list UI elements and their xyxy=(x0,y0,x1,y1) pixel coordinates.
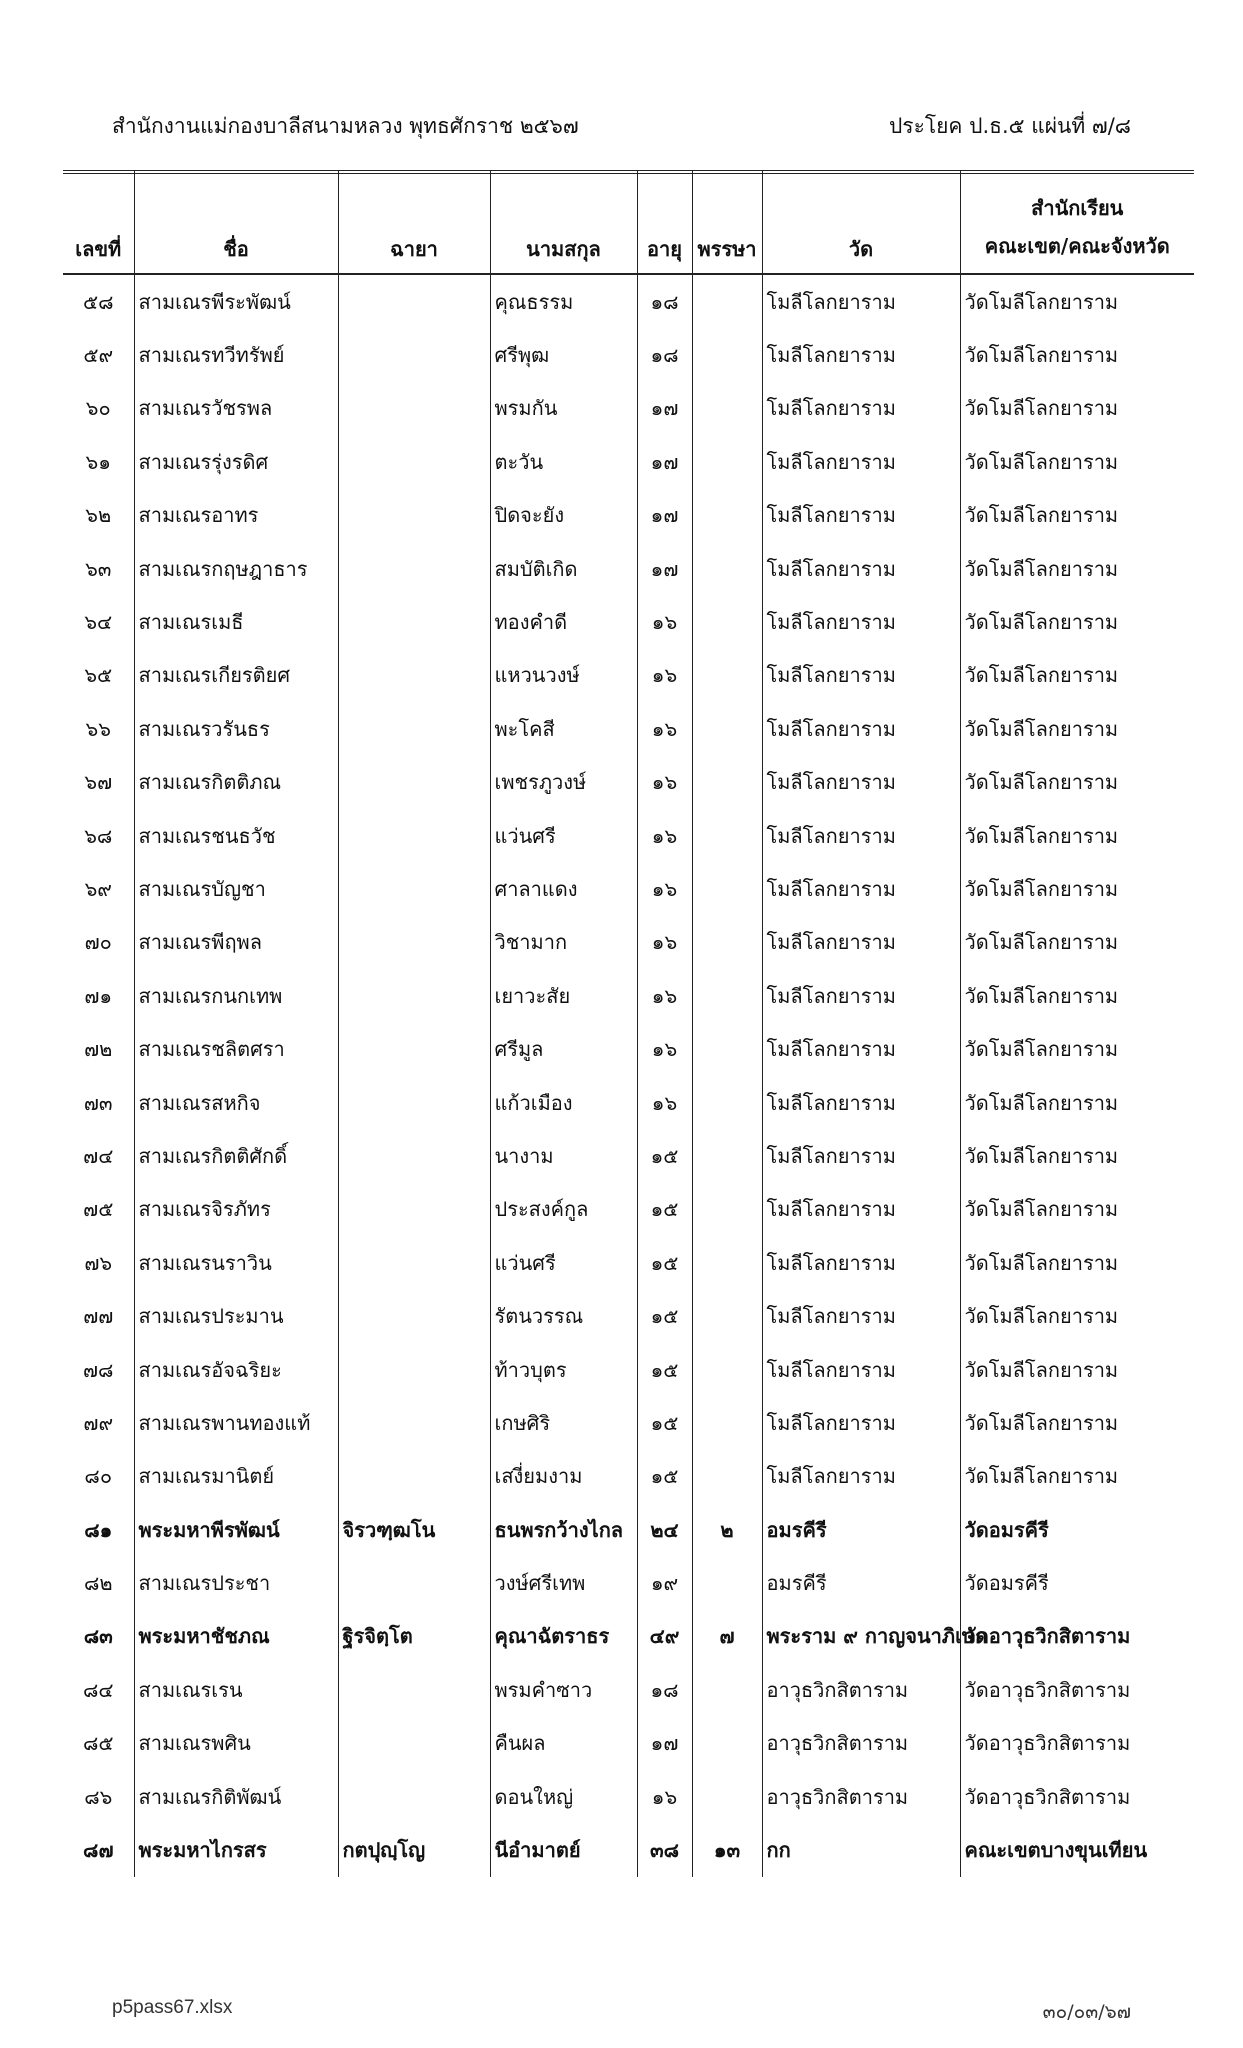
footer-filename: p5pass67.xlsx xyxy=(112,1997,233,2018)
table-row xyxy=(63,435,1194,488)
cell-surname: ตะวัน xyxy=(490,435,637,488)
cell-no: ๗๕ xyxy=(83,1197,114,1222)
cell-name: สามเณรประมาน xyxy=(134,1289,338,1342)
cell-ordination xyxy=(692,1022,762,1075)
cell-office: วัดอมรคีรี xyxy=(960,1556,1194,1609)
cell-age: ๓๘ xyxy=(637,1823,692,1876)
cell-office: วัดโมลีโลกยาราม xyxy=(960,328,1194,381)
cell-no: ๗๗ xyxy=(83,1304,114,1329)
table-row xyxy=(63,595,1194,648)
cell-office: คณะเขตบางขุนเทียน xyxy=(960,1823,1194,1876)
cell-age: ๑๖ xyxy=(637,649,692,702)
cell-surname: นีอำมาตย์ xyxy=(490,1823,637,1876)
col-header-no: เลขที่ xyxy=(63,170,134,274)
cell-no: ๘๒ xyxy=(83,1571,113,1596)
cell-surname: แว่นศรี xyxy=(490,1236,637,1289)
cell-wat: โมลีโลกยาราม xyxy=(762,916,960,969)
cell-office: วัดโมลีโลกยาราม xyxy=(960,649,1194,702)
col-header-age: อายุ xyxy=(637,170,692,274)
cell-chaya xyxy=(338,969,490,1022)
cell-surname: ทองคำดี xyxy=(490,595,637,648)
cell-ordination xyxy=(692,1450,762,1503)
results-table xyxy=(63,170,1194,1877)
cell-wat: อมรคีรี xyxy=(762,1556,960,1609)
cell-surname: สมบัติเกิด xyxy=(490,542,637,595)
cell-ordination xyxy=(692,1556,762,1609)
cell-age: ๑๖ xyxy=(637,969,692,1022)
cell-age: ๔๙ xyxy=(637,1610,692,1663)
cell-wat: โมลีโลกยาราม xyxy=(762,382,960,435)
cell-ordination xyxy=(692,274,762,328)
cell-no: ๘๖ xyxy=(84,1784,113,1809)
cell-chaya xyxy=(338,1663,490,1716)
cell-surname: แหวนวงษ์ xyxy=(490,649,637,702)
table-row xyxy=(63,542,1194,595)
cell-name: สามเณรพศิน xyxy=(134,1717,338,1770)
cell-chaya xyxy=(338,542,490,595)
cell-name: สามเณรสหกิจ xyxy=(134,1076,338,1129)
page-header-right: ประโยค ป.ธ.๕ แผ่นที่ ๗/๘ xyxy=(888,114,1131,138)
cell-name: สามเณรวัชรพล xyxy=(134,382,338,435)
cell-ordination: ๑๓ xyxy=(692,1823,762,1876)
col-header-office-bottom: คณะเขต/คณะจังหวัด xyxy=(984,234,1170,258)
cell-office: วัดโมลีโลกยาราม xyxy=(960,1183,1194,1236)
cell-office: วัดโมลีโลกยาราม xyxy=(960,1236,1194,1289)
cell-name: สามเณรพานทองแท้ xyxy=(134,1396,338,1449)
cell-no: ๗๓ xyxy=(83,1090,113,1115)
cell-name: สามเณรจิรภัทร xyxy=(134,1183,338,1236)
cell-ordination xyxy=(692,756,762,809)
col-header-chaya: ฉายา xyxy=(338,170,490,274)
cell-surname: คุณธรรม xyxy=(490,274,637,328)
cell-surname: ศาลาแดง xyxy=(490,862,637,915)
table-row xyxy=(63,1129,1194,1182)
col-header-surname: นามสกุล xyxy=(490,170,637,274)
cell-age: ๒๔ xyxy=(637,1503,692,1556)
table-row xyxy=(63,1610,1194,1663)
cell-name: สามเณรอาทร xyxy=(134,489,338,542)
cell-ordination xyxy=(692,916,762,969)
cell-surname: นางาม xyxy=(490,1129,637,1182)
cell-ordination xyxy=(692,862,762,915)
cell-name: พระมหาพีรพัฒน์ xyxy=(134,1503,338,1556)
table-row xyxy=(63,809,1194,862)
cell-wat: โมลีโลกยาราม xyxy=(762,702,960,755)
cell-chaya xyxy=(338,595,490,648)
cell-no: ๘๔ xyxy=(82,1677,114,1702)
cell-wat: พระราม ๙ กาญจนาภิเษก xyxy=(762,1610,960,1663)
cell-age: ๑๕ xyxy=(637,1289,692,1342)
table-row xyxy=(63,969,1194,1022)
cell-office: วัดโมลีโลกยาราม xyxy=(960,702,1194,755)
cell-office: วัดโมลีโลกยาราม xyxy=(960,1396,1194,1449)
cell-chaya xyxy=(338,1396,490,1449)
cell-ordination xyxy=(692,1236,762,1289)
cell-wat: โมลีโลกยาราม xyxy=(762,969,960,1022)
cell-office: วัดอาวุธวิกสิตาราม xyxy=(960,1770,1194,1823)
cell-ordination xyxy=(692,1663,762,1716)
cell-office: วัดโมลีโลกยาราม xyxy=(960,916,1194,969)
col-header-wat: วัด xyxy=(762,170,960,274)
cell-office: วัดโมลีโลกยาราม xyxy=(960,1022,1194,1075)
cell-ordination xyxy=(692,382,762,435)
col-header-office xyxy=(960,170,1194,274)
cell-wat: โมลีโลกยาราม xyxy=(762,595,960,648)
cell-age: ๑๕ xyxy=(637,1343,692,1396)
cell-wat: โมลีโลกยาราม xyxy=(762,809,960,862)
cell-chaya xyxy=(338,1343,490,1396)
table-row xyxy=(63,1663,1194,1716)
cell-surname: แว่นศรี xyxy=(490,809,637,862)
cell-name: สามเณรพีฤพล xyxy=(134,916,338,969)
cell-office: วัดโมลีโลกยาราม xyxy=(960,382,1194,435)
cell-age: ๑๕ xyxy=(637,1450,692,1503)
table-header-row xyxy=(63,170,1194,274)
cell-age: ๑๕ xyxy=(637,1236,692,1289)
cell-ordination xyxy=(692,542,762,595)
cell-no: ๖๖ xyxy=(85,716,111,741)
cell-chaya xyxy=(338,649,490,702)
cell-office: วัดอาวุธวิกสิตาราม xyxy=(960,1610,1194,1663)
cell-age: ๑๖ xyxy=(637,1076,692,1129)
cell-wat: โมลีโลกยาราม xyxy=(762,1183,960,1236)
cell-age: ๑๖ xyxy=(637,1770,692,1823)
table-row xyxy=(63,1183,1194,1236)
cell-no: ๖๘ xyxy=(84,823,113,848)
cell-name: สามเณรบัญชา xyxy=(134,862,338,915)
table-row xyxy=(63,1717,1194,1770)
cell-wat: โมลีโลกยาราม xyxy=(762,435,960,488)
cell-chaya xyxy=(338,1717,490,1770)
cell-name: สามเณรทวีทรัพย์ xyxy=(134,328,338,381)
cell-ordination xyxy=(692,1396,762,1449)
table-row xyxy=(63,1289,1194,1342)
cell-office: วัดโมลีโลกยาราม xyxy=(960,862,1194,915)
cell-wat: อาวุธวิกสิตาราม xyxy=(762,1770,960,1823)
cell-age: ๑๗ xyxy=(637,489,692,542)
table-row xyxy=(63,1556,1194,1609)
cell-chaya xyxy=(338,489,490,542)
cell-surname: ปิดจะยัง xyxy=(490,489,637,542)
cell-wat: กก xyxy=(762,1823,960,1876)
cell-surname: พรมคำซาว xyxy=(490,1663,637,1716)
cell-surname: พะโคสี xyxy=(490,702,637,755)
cell-no: ๗๙ xyxy=(83,1410,114,1435)
cell-chaya xyxy=(338,1556,490,1609)
cell-name: สามเณรกิตติภณ xyxy=(134,756,338,809)
cell-no: ๖๕ xyxy=(84,663,113,688)
cell-wat: โมลีโลกยาราม xyxy=(762,328,960,381)
cell-surname: แก้วเมือง xyxy=(490,1076,637,1129)
table-row xyxy=(63,862,1194,915)
cell-surname: คืนผล xyxy=(490,1717,637,1770)
cell-chaya xyxy=(338,809,490,862)
cell-no: ๕๘ xyxy=(82,289,114,314)
cell-age: ๑๗ xyxy=(637,382,692,435)
cell-name: สามเณรกิติพัฒน์ xyxy=(134,1770,338,1823)
cell-ordination xyxy=(692,595,762,648)
cell-ordination xyxy=(692,1770,762,1823)
cell-ordination xyxy=(692,1129,762,1182)
cell-office: วัดโมลีโลกยาราม xyxy=(960,274,1194,328)
cell-no: ๖๙ xyxy=(84,876,112,901)
cell-surname: พรมกัน xyxy=(490,382,637,435)
cell-ordination: ๗ xyxy=(692,1610,762,1663)
cell-wat: โมลีโลกยาราม xyxy=(762,756,960,809)
cell-office: วัดโมลีโลกยาราม xyxy=(960,1343,1194,1396)
cell-no: ๘๕ xyxy=(82,1731,114,1756)
cell-ordination xyxy=(692,1076,762,1129)
cell-age: ๑๙ xyxy=(637,1556,692,1609)
cell-chaya xyxy=(338,1022,490,1075)
cell-ordination xyxy=(692,649,762,702)
cell-wat: อมรคีรี xyxy=(762,1503,960,1556)
cell-age: ๑๖ xyxy=(637,809,692,862)
cell-age: ๑๖ xyxy=(637,756,692,809)
cell-name: สามเณรชนธวัช xyxy=(134,809,338,862)
cell-age: ๑๗ xyxy=(637,435,692,488)
cell-ordination xyxy=(692,328,762,381)
cell-office: วัดโมลีโลกยาราม xyxy=(960,809,1194,862)
cell-wat: โมลีโลกยาราม xyxy=(762,1289,960,1342)
cell-no: ๗๑ xyxy=(84,983,113,1008)
cell-chaya xyxy=(338,1183,490,1236)
cell-wat: โมลีโลกยาราม xyxy=(762,1129,960,1182)
cell-age: ๑๗ xyxy=(637,1717,692,1770)
cell-no: ๘๑ xyxy=(84,1517,113,1542)
cell-chaya xyxy=(338,382,490,435)
table-row xyxy=(63,1396,1194,1449)
cell-office: วัดอาวุธวิกสิตาราม xyxy=(960,1663,1194,1716)
cell-chaya xyxy=(338,328,490,381)
cell-name: สามเณรเรน xyxy=(134,1663,338,1716)
cell-surname: เยาวะสัย xyxy=(490,969,637,1022)
table-row xyxy=(63,1022,1194,1075)
cell-wat: โมลีโลกยาราม xyxy=(762,649,960,702)
cell-age: ๑๖ xyxy=(637,1022,692,1075)
cell-chaya xyxy=(338,1450,490,1503)
cell-no: ๕๙ xyxy=(83,343,114,368)
cell-chaya xyxy=(338,702,490,755)
cell-age: ๑๕ xyxy=(637,1396,692,1449)
cell-name: สามเณรกิตติศักดิ์ xyxy=(134,1129,338,1182)
cell-ordination xyxy=(692,435,762,488)
cell-surname: เกษศิริ xyxy=(490,1396,637,1449)
cell-name: สามเณรมานิตย์ xyxy=(134,1450,338,1503)
cell-office: วัดโมลีโลกยาราม xyxy=(960,542,1194,595)
cell-age: ๑๖ xyxy=(637,702,692,755)
cell-ordination xyxy=(692,1343,762,1396)
cell-no: ๖๑ xyxy=(85,449,111,474)
cell-office: วัดโมลีโลกยาราม xyxy=(960,969,1194,1022)
footer-date: ๓๐/๐๓/๖๗ xyxy=(1042,2001,1131,2023)
cell-no: ๘๓ xyxy=(83,1624,113,1649)
cell-no: ๖๒ xyxy=(85,503,112,528)
cell-wat: โมลีโลกยาราม xyxy=(762,489,960,542)
cell-chaya xyxy=(338,435,490,488)
cell-age: ๑๘ xyxy=(637,1663,692,1716)
cell-ordination xyxy=(692,1717,762,1770)
cell-office: วัดโมลีโลกยาราม xyxy=(960,435,1194,488)
col-header-office-top: สำนักเรียน xyxy=(1031,196,1124,220)
table-row xyxy=(63,328,1194,381)
cell-wat: โมลีโลกยาราม xyxy=(762,862,960,915)
table-row xyxy=(63,1770,1194,1823)
cell-wat: โมลีโลกยาราม xyxy=(762,1236,960,1289)
cell-wat: โมลีโลกยาราม xyxy=(762,1450,960,1503)
col-header-ordination: พรรษา xyxy=(692,170,762,274)
cell-wat: อาวุธวิกสิตาราม xyxy=(762,1717,960,1770)
cell-name: สามเณรกนกเทพ xyxy=(134,969,338,1022)
table-row xyxy=(63,1343,1194,1396)
cell-office: วัดอาวุธวิกสิตาราม xyxy=(960,1717,1194,1770)
cell-age: ๑๖ xyxy=(637,595,692,648)
cell-office: วัดอมรคีรี xyxy=(960,1503,1194,1556)
table-row xyxy=(63,1236,1194,1289)
cell-name: สามเณรชลิตศรา xyxy=(134,1022,338,1075)
cell-ordination xyxy=(692,489,762,542)
table-row xyxy=(63,489,1194,542)
cell-surname: วิชามาก xyxy=(490,916,637,969)
cell-wat: อาวุธวิกสิตาราม xyxy=(762,1663,960,1716)
cell-age: ๑๗ xyxy=(637,542,692,595)
cell-ordination xyxy=(692,969,762,1022)
cell-surname: รัตนวรรณ xyxy=(490,1289,637,1342)
cell-chaya xyxy=(338,1770,490,1823)
cell-surname: เสงี่ยมงาม xyxy=(490,1450,637,1503)
cell-name: พระมหาไกรสร xyxy=(134,1823,338,1876)
table-row xyxy=(63,1823,1194,1876)
cell-name: สามเณรวรันธร xyxy=(134,702,338,755)
cell-wat: โมลีโลกยาราม xyxy=(762,1343,960,1396)
cell-chaya xyxy=(338,1076,490,1129)
cell-ordination xyxy=(692,1183,762,1236)
cell-chaya xyxy=(338,916,490,969)
table-row xyxy=(63,649,1194,702)
cell-office: วัดโมลีโลกยาราม xyxy=(960,1076,1194,1129)
cell-age: ๑๕ xyxy=(637,1183,692,1236)
cell-age: ๑๖ xyxy=(637,916,692,969)
cell-name: สามเณรเมธี xyxy=(134,595,338,648)
cell-wat: โมลีโลกยาราม xyxy=(762,1076,960,1129)
cell-wat: โมลีโลกยาราม xyxy=(762,1022,960,1075)
cell-ordination xyxy=(692,1289,762,1342)
cell-office: วัดโมลีโลกยาราม xyxy=(960,756,1194,809)
cell-name: สามเณรเกียรติยศ xyxy=(134,649,338,702)
cell-no: ๗๒ xyxy=(84,1037,113,1062)
cell-office: วัดโมลีโลกยาราม xyxy=(960,1129,1194,1182)
table-row xyxy=(63,916,1194,969)
cell-wat: โมลีโลกยาราม xyxy=(762,542,960,595)
cell-age: ๑๘ xyxy=(637,274,692,328)
table-row xyxy=(63,1450,1194,1503)
cell-chaya xyxy=(338,756,490,809)
cell-no: ๖๓ xyxy=(85,556,112,581)
cell-no: ๖๗ xyxy=(84,770,113,795)
cell-office: วัดโมลีโลกยาราม xyxy=(960,1450,1194,1503)
cell-wat: โมลีโลกยาราม xyxy=(762,274,960,328)
cell-office: วัดโมลีโลกยาราม xyxy=(960,489,1194,542)
cell-no: ๗๖ xyxy=(84,1250,113,1275)
cell-chaya: ฐิรจิตฺโต xyxy=(338,1610,490,1663)
cell-chaya xyxy=(338,274,490,328)
cell-name: สามเณรประชา xyxy=(134,1556,338,1609)
cell-office: วัดโมลีโลกยาราม xyxy=(960,595,1194,648)
table-row xyxy=(63,1503,1194,1556)
cell-name: สามเณรรุ่งรดิศ xyxy=(134,435,338,488)
cell-surname: ประสงค์กูล xyxy=(490,1183,637,1236)
cell-office: วัดโมลีโลกยาราม xyxy=(960,1289,1194,1342)
table-row xyxy=(63,1076,1194,1129)
cell-age: ๑๘ xyxy=(637,328,692,381)
cell-no: ๗๘ xyxy=(83,1357,114,1382)
table-row xyxy=(63,382,1194,435)
cell-chaya xyxy=(338,862,490,915)
col-header-name: ชื่อ xyxy=(134,170,338,274)
cell-name: พระมหาชัชภณ xyxy=(134,1610,338,1663)
cell-surname: คุณาฉัตราธร xyxy=(490,1610,637,1663)
cell-chaya xyxy=(338,1289,490,1342)
cell-no: ๘๐ xyxy=(84,1464,113,1489)
cell-chaya xyxy=(338,1236,490,1289)
table-row xyxy=(63,274,1194,328)
cell-name: สามเณรกฤษฎาธาร xyxy=(134,542,338,595)
cell-wat: โมลีโลกยาราม xyxy=(762,1396,960,1449)
cell-no: ๖๐ xyxy=(85,396,111,421)
cell-age: ๑๕ xyxy=(637,1129,692,1182)
cell-surname: ดอนใหญ่ xyxy=(490,1770,637,1823)
cell-surname: ศรีพุฒ xyxy=(490,328,637,381)
cell-ordination: ๒ xyxy=(692,1503,762,1556)
cell-chaya: จิรวฑฺฒโน xyxy=(338,1503,490,1556)
cell-surname: วงษ์ศรีเทพ xyxy=(490,1556,637,1609)
table-row xyxy=(63,756,1194,809)
cell-ordination xyxy=(692,809,762,862)
cell-name: สามเณรอัจฉริยะ xyxy=(134,1343,338,1396)
cell-no: ๗๔ xyxy=(83,1143,114,1168)
cell-no: ๘๗ xyxy=(83,1838,114,1863)
cell-surname: ธนพรกว้างไกล xyxy=(490,1503,637,1556)
cell-surname: ท้าวบุตร xyxy=(490,1343,637,1396)
cell-age: ๑๖ xyxy=(637,862,692,915)
cell-chaya: กตปุญฺโญ xyxy=(338,1823,490,1876)
cell-no: ๗๐ xyxy=(84,930,112,955)
cell-name: สามเณรนราวิน xyxy=(134,1236,338,1289)
cell-ordination xyxy=(692,702,762,755)
cell-name: สามเณรพีระพัฒน์ xyxy=(134,274,338,328)
page-header-left: สำนักงานแม่กองบาลีสนามหลวง พุทธศักราช ๒๕๖๗ xyxy=(112,114,579,138)
cell-no: ๖๔ xyxy=(84,610,113,635)
cell-chaya xyxy=(338,1129,490,1182)
cell-surname: เพชรภูวงษ์ xyxy=(490,756,637,809)
cell-surname: ศรีมูล xyxy=(490,1022,637,1075)
table-row xyxy=(63,702,1194,755)
